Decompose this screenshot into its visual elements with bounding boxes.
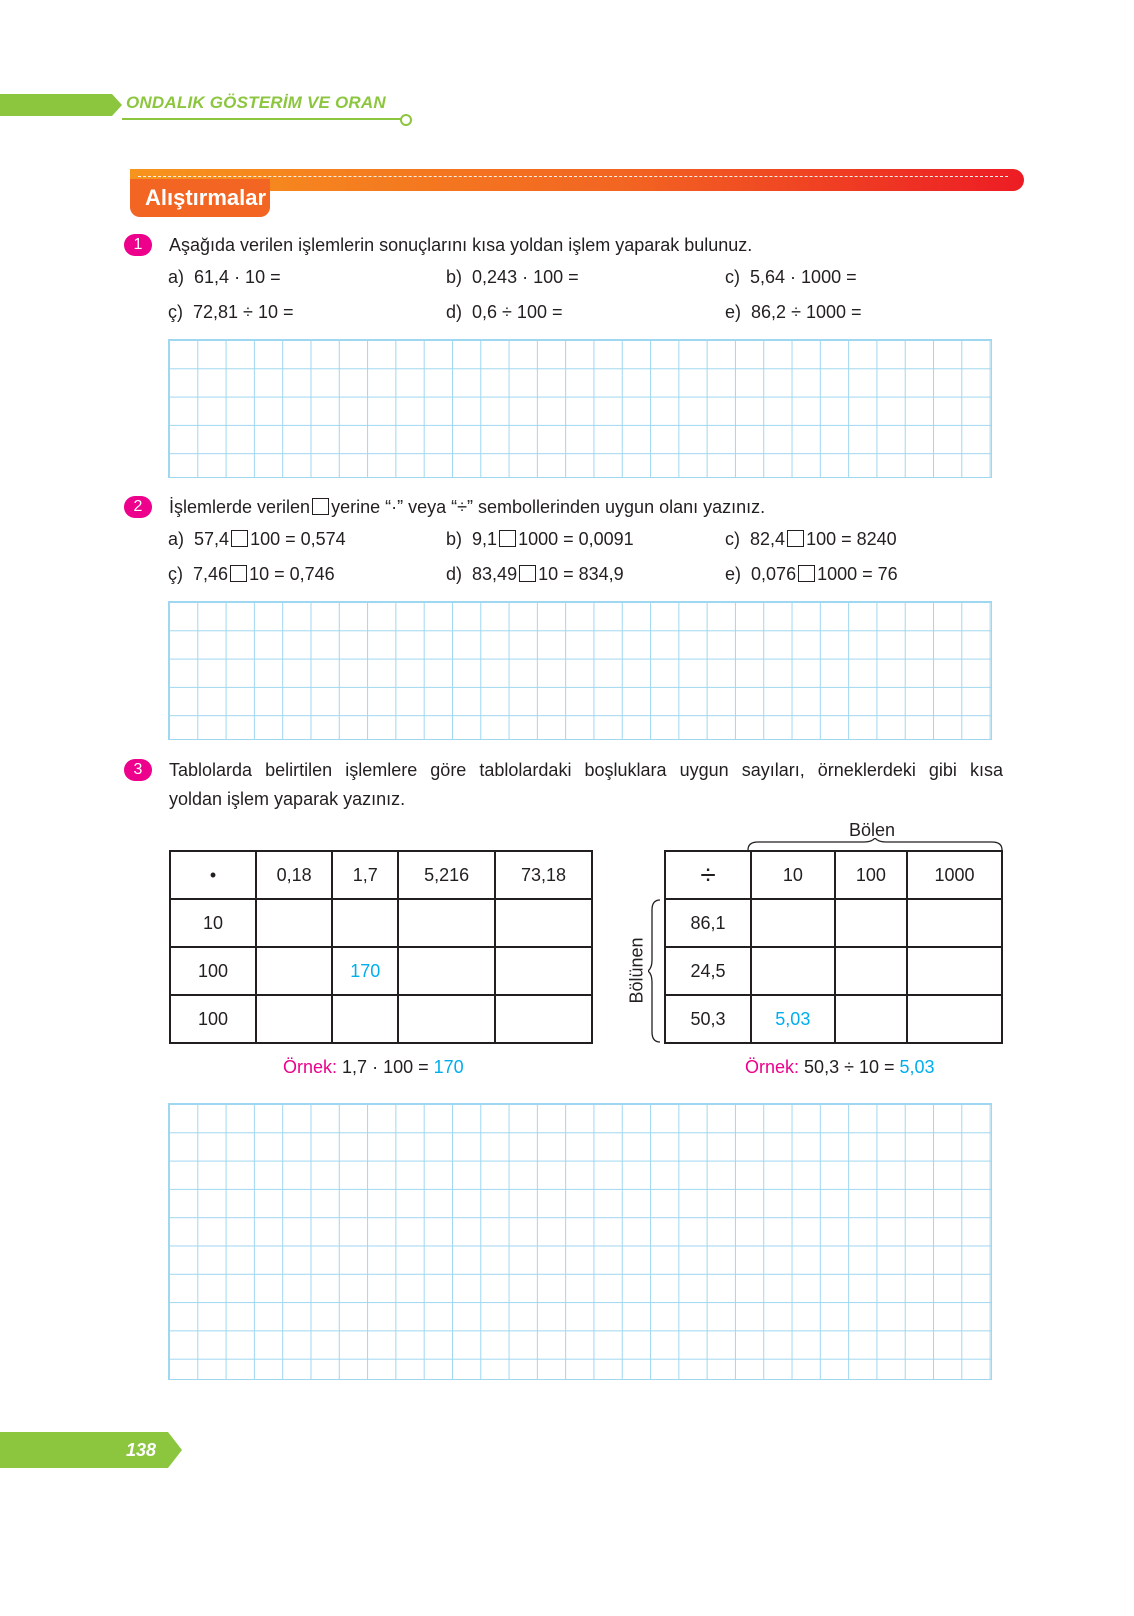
item-letter: b) (446, 529, 463, 549)
mult-cell[interactable] (398, 947, 495, 995)
div-cell-example: 5,03 (751, 995, 835, 1043)
item-letter: a) (168, 529, 185, 549)
q2-item-a (168, 529, 346, 550)
item-left: 57,4 (194, 529, 230, 549)
chapter-title: ONDALIK GÖSTERİM VE ORAN (126, 93, 386, 112)
banner-dashed-line (138, 176, 1008, 177)
item-expression: 0,6 ÷ 100 = (472, 302, 563, 322)
item-right: 1000 = 0,0091 (518, 529, 634, 549)
item-left: 0,076 (751, 564, 797, 584)
q1-item-d (446, 302, 562, 323)
example-expression: 50,3 ÷ 10 = (804, 1057, 895, 1077)
mult-cell[interactable] (332, 899, 398, 947)
answer-box[interactable] (798, 565, 815, 582)
item-left: 7,46 (193, 564, 229, 584)
answer-grid-3[interactable] (168, 1103, 992, 1380)
q1-item-b (446, 267, 579, 288)
div-cell[interactable] (907, 995, 1002, 1043)
div-cell[interactable] (751, 947, 835, 995)
div-cell[interactable] (835, 995, 907, 1043)
item-letter: e) (725, 302, 742, 322)
item-letter: c) (725, 529, 740, 549)
page-number-arrow (168, 1432, 182, 1468)
item-right: 100 = 0,574 (250, 529, 346, 549)
div-col-header: 100 (835, 851, 907, 899)
div-row-header: 24,5 (665, 947, 751, 995)
answer-box[interactable] (499, 530, 516, 547)
div-cell[interactable] (751, 899, 835, 947)
item-right: 10 = 0,746 (249, 564, 335, 584)
mult-col-header: 1,7 (332, 851, 398, 899)
example-prefix: Örnek: (283, 1057, 338, 1077)
multiplication-table (169, 850, 593, 1044)
div-cell[interactable] (907, 947, 1002, 995)
page-number: 138 (126, 1440, 157, 1460)
mult-row-header: 100 (170, 947, 256, 995)
mult-cell[interactable] (495, 947, 592, 995)
div-row-header: 86,1 (665, 899, 751, 947)
item-letter: c) (725, 267, 740, 287)
example-expression: 1,7 · 100 = (342, 1057, 429, 1077)
mult-cell-example: 170 (332, 947, 398, 995)
q2-item-d (446, 564, 624, 585)
section-title: Alıştırmalar (145, 185, 267, 210)
answer-grid-1[interactable] (168, 339, 992, 478)
item-letter: d) (446, 564, 463, 584)
header-dot (400, 114, 412, 126)
item-letter: a) (168, 267, 185, 287)
item-right: 1000 = 76 (817, 564, 898, 584)
header-bar (0, 94, 112, 116)
mult-cell[interactable] (256, 995, 332, 1043)
item-expression: 72,81 ÷ 10 = (193, 302, 294, 322)
example-prefix: Örnek: (745, 1057, 800, 1077)
div-col-header: 1000 (907, 851, 1002, 899)
mult-cell[interactable] (495, 899, 592, 947)
mult-cell[interactable] (332, 995, 398, 1043)
item-expression: 61,4 · 10 = (194, 267, 281, 287)
dividend-brace-icon (648, 898, 662, 1044)
q2-item-e (725, 564, 898, 585)
item-letter: ç) (168, 564, 183, 584)
mult-cell[interactable] (256, 947, 332, 995)
div-row-header: 50,3 (665, 995, 751, 1043)
item-left: 83,49 (472, 564, 518, 584)
item-letter: b) (446, 267, 463, 287)
question-3-text-line2: yoldan işlem yaparak yazınız. (169, 789, 406, 809)
mult-cell[interactable] (398, 899, 495, 947)
question-2-text (169, 497, 765, 518)
item-letter: ç) (168, 302, 183, 322)
div-corner: ÷ (665, 851, 751, 899)
example-2 (745, 1057, 935, 1078)
q2-item-b (446, 529, 634, 550)
mult-col-header: 0,18 (256, 851, 332, 899)
q1-item-cc (168, 302, 293, 323)
example-result: 170 (433, 1057, 464, 1077)
div-col-header: 10 (751, 851, 835, 899)
mult-cell[interactable] (495, 995, 592, 1043)
q2-item-c (725, 529, 897, 550)
question-number-2: 2 (124, 496, 152, 518)
division-table (664, 850, 1003, 1044)
mult-corner: • (170, 851, 256, 899)
header-arrow (112, 94, 122, 116)
item-expression: 5,64 · 1000 = (750, 267, 857, 287)
mult-row-header: 10 (170, 899, 256, 947)
item-right: 10 = 834,9 (538, 564, 624, 584)
header-underline (122, 118, 402, 120)
answer-box[interactable] (231, 530, 248, 547)
item-letter: e) (725, 564, 742, 584)
q1-item-a (168, 267, 281, 288)
answer-grid-2[interactable] (168, 601, 992, 740)
answer-box[interactable] (519, 565, 536, 582)
question-number-1: 1 (124, 234, 152, 256)
q2-text-after: yerine “·” veya “÷” sembollerinden uygun olanı yazınız. (331, 497, 766, 517)
div-cell[interactable] (907, 899, 1002, 947)
mult-cell[interactable] (398, 995, 495, 1043)
divisor-label: Bölen (849, 820, 896, 840)
blank-box-icon (312, 498, 329, 515)
mult-col-header: 5,216 (398, 851, 495, 899)
question-1-text: Aşağıda verilen işlemlerin sonuçlarını kısa yoldan işlem yaparak bulunuz. (169, 235, 753, 255)
item-expression: 86,2 ÷ 1000 = (751, 302, 862, 322)
question-3-text-line1: Tablolarda belirtilen işlemlere göre tablolardaki boşluklara uygun sayıları, örneklerdeki gibi kısa (169, 760, 1003, 780)
dividend-label: Bölünen (626, 937, 647, 1004)
item-right: 100 = 8240 (806, 529, 897, 549)
mult-col-header: 73,18 (495, 851, 592, 899)
example-1 (283, 1057, 464, 1078)
answer-box[interactable] (230, 565, 247, 582)
q2-text-before: İşlemlerde verilen (169, 497, 311, 517)
example-result: 5,03 (899, 1057, 935, 1077)
item-expression: 0,243 · 100 = (472, 267, 579, 287)
question-number-3: 3 (124, 759, 152, 781)
q1-item-c (725, 267, 857, 288)
mult-cell[interactable] (256, 899, 332, 947)
item-left: 9,1 (472, 529, 498, 549)
answer-box[interactable] (787, 530, 804, 547)
q1-item-e (725, 302, 862, 323)
div-cell[interactable] (835, 947, 907, 995)
item-letter: d) (446, 302, 463, 322)
div-cell[interactable] (835, 899, 907, 947)
q2-item-cc (168, 564, 335, 585)
item-left: 82,4 (750, 529, 786, 549)
mult-row-header: 100 (170, 995, 256, 1043)
